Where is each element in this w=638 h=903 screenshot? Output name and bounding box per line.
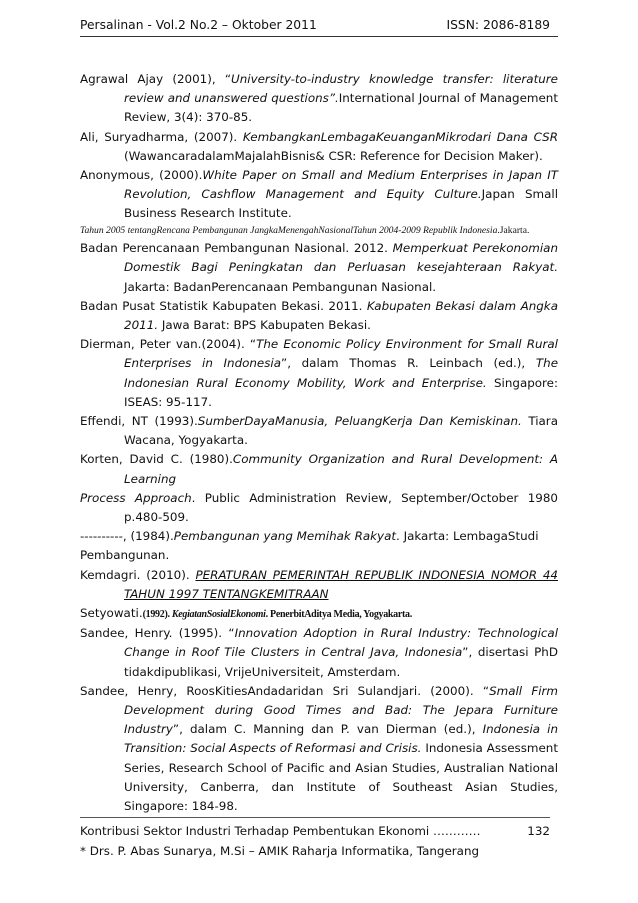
running-footer bbox=[80, 824, 558, 838]
reference-entry: Badan Pusat Statistik Kabupaten Bekasi. 2011. Kabupaten Bekasi dalam Angka 2011. Jawa Barat: BPS Kabupaten Bekasi. bbox=[80, 298, 558, 332]
reference-entry: Setyowati.(1992). KegiatanSosialEkonomi. PenerbitAditya Media, Yogyakarta. bbox=[80, 605, 412, 620]
footer-author: * Drs. P. Abas Sunarya, M.Si – AMIK Raharja Informatika, Tangerang bbox=[80, 844, 480, 858]
reference-entry: Sandee, Henry, RoosKitiesAndadaridan Sri Sulandjari. (2000). “Small Firm Development during Good Times and Bad: The Jepara Furniture Industry”, dalam C. Manning dan P. van Dierman (ed.), Indonesia in Transition: Social Aspects of Reformasi and Crisis. Indonesia Assessment Series, Research School of Pacific and Asian Studies, Australian National University, Canberra, dan Institute of Southeast Asian Studies, Singapore: 184-98. bbox=[80, 683, 559, 814]
reference-entry: Process Approach. Public Administration Review, September/October 1980 p.480-509. bbox=[80, 490, 558, 524]
reference-entry: Agrawal Ajay (2001), “University-to-industry knowledge transfer: literature review and unanswered questions”.International Journal of Management Review, 3(4): 370-85. bbox=[80, 72, 558, 125]
reference-entry: Pembangunan. bbox=[80, 548, 170, 563]
footer-divider bbox=[80, 817, 550, 818]
reference-entry: Ali, Suryadharma, (2007). KembangkanLembagaKeuanganMikrodari Dana CSR (WawancaradalamMajalahBisnis& CSR: Reference for Decision Maker). bbox=[80, 129, 558, 163]
reference-entry: Badan Perencanaan Pembangunan Nasional. 2012. Memperkuat Perekonomian Domestik Bagi Peningkatan dan Perluasan kesejahteraan Rakyat. Jakarta: BadanPerencanaan Pembangunan Nasional. bbox=[80, 241, 558, 294]
reference-entry: ----------, (1984).Pembangunan yang Memihak Rakyat. Jakarta: LembagaStudi bbox=[80, 529, 539, 544]
issn: ISSN: 2086-8189 bbox=[446, 18, 550, 32]
page-number: 132 bbox=[527, 824, 550, 838]
reference-entry: Anonymous, (2000).White Paper on Small and Medium Enterprises in Japan IT Revolution, Cashflow Management and Equity Culture.Japan Small Business Research Institute. bbox=[80, 168, 559, 221]
running-header bbox=[80, 18, 558, 37]
reference-entry: Dierman, Peter van.(2004). “The Economic Policy Environment for Small Rural Enterprises in Indonesia”, dalam Thomas R. Leinbach (ed.), The Indonesian Rural Economy Mobility, Work and Enterprise. Singapore: ISEAS: 95-117. bbox=[80, 337, 559, 409]
reference-entry: Effendi, NT (1993).SumberDayaManusia, PeluangKerja Dan Kemiskinan. Tiara Wacana, Yogyakarta. bbox=[80, 413, 558, 448]
footer-title: Kontribusi Sektor Industri Terhadap Pembentukan Ekonomi ………… bbox=[80, 824, 481, 838]
reference-entry: Tahun 2005 tentangRencana Pembangunan JangkaMenengahNasionalTahun 2004-2009 Republik Indonesia.Jakarta. bbox=[80, 224, 530, 236]
reference-list bbox=[80, 70, 558, 816]
reference-entry: Korten, David C. (1980).Community Organization and Rural Development: A Learning bbox=[80, 452, 559, 486]
reference-entry: Kemdagri. (2010). PERATURAN PEMERINTAH REPUBLIK INDONESIA NOMOR 44 TAHUN 1997 TENTANGKEMITRAAN bbox=[80, 567, 558, 601]
journal-info: Persalinan - Vol.2 No.2 – Oktober 2011 bbox=[80, 18, 317, 32]
reference-entry: Sandee, Henry. (1995). “Innovation Adoption in Rural Industry: Technological Change in Roof Tile Clusters in Central Java, Indonesia”, disertasi PhD tidakdipublikasi, VrijeUniversiteit, Amsterdam. bbox=[80, 626, 559, 679]
